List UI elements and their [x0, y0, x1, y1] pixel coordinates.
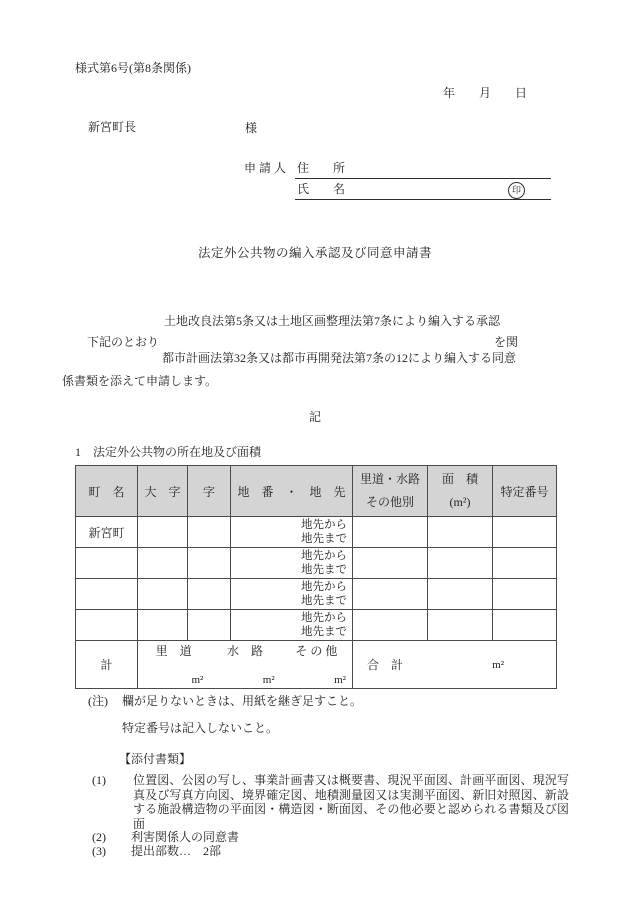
cell-area: [428, 548, 493, 579]
date-line: 年 月 日: [443, 86, 528, 100]
cell-area: [428, 610, 493, 641]
cell-lot: [231, 548, 353, 579]
subtotal-sonota-label: そ の 他: [295, 644, 338, 658]
cell-aza: [188, 579, 231, 610]
cell-category: [353, 517, 428, 548]
seal-icon: 印: [508, 182, 525, 199]
subtotal-suiro-label: 水 路: [226, 644, 263, 658]
cell-oaza: [138, 548, 188, 579]
intro-continuation: 係書類を添えて申請します。: [62, 374, 218, 388]
note-line1: 欄が足りないときは、用紙を継ぎ足すこと。: [122, 694, 363, 708]
col-header-area: [428, 466, 493, 517]
applicant-label: 申 請 人: [244, 161, 287, 175]
note-label: (注): [88, 694, 108, 708]
page-title: 法定外公共物の編入承認及び同意申請書: [197, 246, 432, 260]
cell-oaza: [138, 579, 188, 610]
attachments-heading: 【添付書類】: [119, 752, 192, 766]
attachment-item-text: 提出部数… 2部: [131, 844, 222, 858]
addressee-honorific: 様: [245, 121, 258, 135]
name-label: 氏 名: [297, 182, 346, 196]
subtotal-sonota-unit: m²: [334, 674, 346, 686]
grand-total-label: 合 計: [367, 658, 404, 672]
lot-range-from: 地先から: [301, 581, 347, 593]
cell-number: [493, 579, 557, 610]
cell-category: [353, 579, 428, 610]
name-field: [295, 180, 551, 200]
cell-number: [493, 517, 557, 548]
total-label: 計: [76, 641, 138, 689]
cell-town: [76, 548, 138, 579]
lot-range-to: 地先まで: [301, 626, 347, 638]
table-row: [76, 548, 557, 579]
form-number: 様式第6号(第8条関係): [75, 61, 191, 75]
table-total-row: [76, 641, 557, 689]
col-header-area-line2: (m²): [449, 495, 471, 509]
col-header-aza: 字: [188, 466, 231, 517]
record-mark: 記: [308, 410, 321, 424]
col-header-lot: 地 番 ・ 地 先: [231, 466, 353, 517]
option-top: 土地改良法第5条又は土地区画整理法第7条により編入する承認: [164, 314, 501, 328]
col-header-area-line1: 面 積: [441, 472, 478, 486]
address-field: [295, 159, 551, 179]
cell-area: [428, 579, 493, 610]
attachment-item-num: (3): [92, 844, 106, 858]
col-header-oaza: 大 字: [138, 466, 188, 517]
lot-range-to: 地先まで: [301, 595, 347, 607]
option-bottom: 都市計画法第32条又は都市再開発法第7条の12により編入する同意: [162, 351, 517, 365]
table-row: [76, 579, 557, 610]
cell-aza: [188, 517, 231, 548]
intro-suffix: を関: [494, 335, 519, 349]
addressee: 新宮町長: [88, 120, 137, 134]
cell-oaza: [138, 610, 188, 641]
note-line2: 特定番号は記入しないこと。: [122, 721, 279, 735]
grand-total-unit: m²: [492, 658, 504, 671]
table-row: [76, 610, 557, 641]
cell-lot: [231, 517, 353, 548]
col-header-town: 町 名: [76, 466, 138, 517]
section1-heading: 1 法定外公共物の所在地及び面積: [75, 445, 262, 459]
cell-aza: [188, 548, 231, 579]
table-row: [76, 517, 557, 548]
cell-oaza: [138, 517, 188, 548]
cell-lot: [231, 579, 353, 610]
lot-range-from: 地先から: [301, 519, 347, 531]
col-header-category-line1: 里道・水路: [359, 472, 420, 486]
table-header-row: [76, 466, 557, 517]
cell-town: [76, 610, 138, 641]
address-label: 住 所: [297, 161, 346, 175]
lot-range-from: 地先から: [301, 612, 347, 624]
cell-aza: [188, 610, 231, 641]
cell-category: [353, 610, 428, 641]
lot-range-from: 地先から: [301, 550, 347, 562]
cell-number: [493, 610, 557, 641]
location-table: [75, 465, 557, 689]
col-header-number: 特定番号: [493, 466, 557, 517]
subtotal-sonota: [281, 641, 352, 688]
attachment-item-text: 位置図、公図の写し、事業計画書又は概要書、現況平面図、計画平面図、現況写真及び写真方向図、境界確定図、地積測量図又は実測平面図、新旧対照図、新設する施設構造物の平面図・構造図・断面図、その他必要と認められる書類及び図面: [133, 773, 569, 831]
cell-number: [493, 548, 557, 579]
subtotal-suiro: [209, 641, 280, 688]
lot-range-to: 地先まで: [301, 564, 347, 576]
grand-total-cell: [353, 641, 557, 689]
subtotal-cell: [138, 641, 353, 689]
intro-prefix: 下記のとおり: [87, 335, 160, 349]
col-header-category: [353, 466, 428, 517]
cell-town: 新宮町: [76, 517, 138, 548]
attachment-item-num: (1): [92, 773, 106, 787]
cell-category: [353, 548, 428, 579]
cell-lot: [231, 610, 353, 641]
lot-range-to: 地先まで: [301, 533, 347, 545]
attachment-item-text: 利害関係人の同意書: [131, 830, 240, 844]
attachment-item-num: (2): [92, 830, 106, 844]
subtotal-ridou: [138, 641, 209, 688]
col-header-category-line2: その他別: [365, 495, 414, 509]
cell-town: [76, 579, 138, 610]
cell-area: [428, 517, 493, 548]
subtotal-ridou-label: 里 道: [155, 644, 192, 658]
subtotal-suiro-unit: m²: [262, 674, 275, 686]
subtotal-ridou-unit: m²: [191, 674, 204, 686]
